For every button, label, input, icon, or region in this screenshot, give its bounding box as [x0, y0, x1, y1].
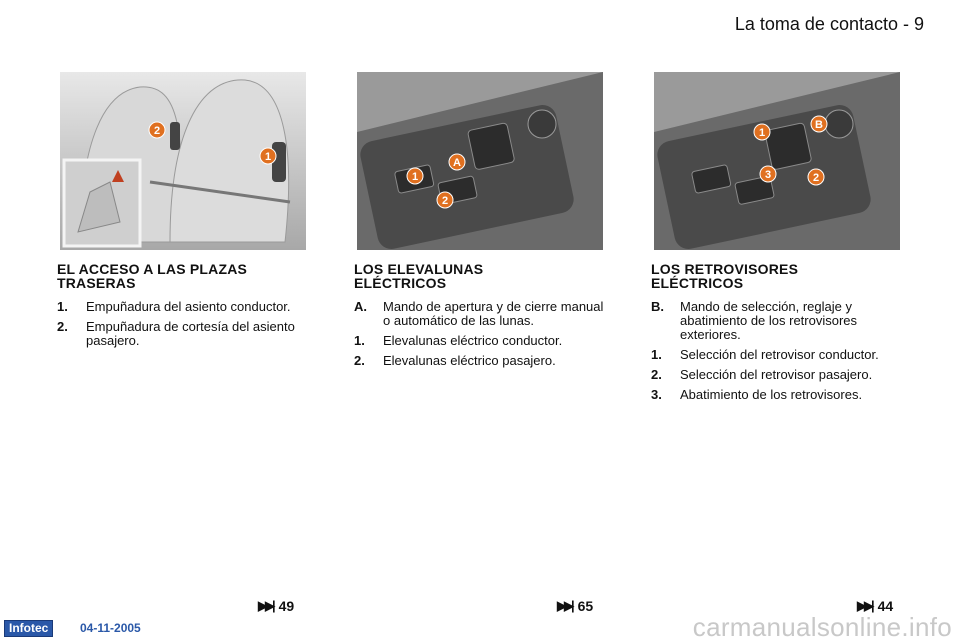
list-item: 1. Empuñadura del asiento conductor.	[57, 299, 291, 314]
list-item: 2. Selección del retrovisor pasajero.	[651, 367, 873, 382]
marker-label: 2	[153, 125, 161, 137]
fast-forward-icon: ▶▶|	[857, 598, 872, 613]
marker-label: 1	[411, 171, 419, 183]
page-ref-link[interactable]: ▶▶| 65	[557, 598, 594, 614]
fast-forward-icon: ▶▶|	[557, 598, 572, 613]
mirror-control-photo	[654, 72, 900, 250]
list-item: 3. Abatimiento de los retrovisores.	[651, 387, 863, 402]
section-power-mirrors	[651, 262, 901, 408]
marker-label: 3	[764, 169, 772, 181]
list-item: A. Mando de apertura y de cierre manual o automático de las lunas.	[354, 299, 604, 328]
marker-label: A	[453, 157, 461, 169]
watermark: carmanualsonline.info	[692, 612, 952, 642]
fast-forward-icon: ▶▶|	[258, 598, 273, 613]
list-item: B. Mando de selección, reglaje y abatimiento de los retrovisores exteriores.	[651, 299, 858, 342]
list-item: 2. Empuñadura de cortesía del asiento pasajero.	[57, 319, 295, 348]
section-title: LOS ELEVALUNAS ELÉCTRICOS	[354, 261, 484, 291]
section-power-windows	[354, 262, 604, 374]
infotec-logo: Infotec	[4, 620, 53, 637]
window-switch-photo	[357, 72, 603, 250]
marker-label: 2	[441, 195, 449, 207]
footer-date: 04-11-2005	[80, 621, 141, 635]
list-item: 2. Elevalunas eléctrico pasajero.	[354, 353, 556, 368]
marker-label: 1	[758, 127, 766, 139]
list-item: 1. Selección del retrovisor conductor.	[651, 347, 879, 362]
marker-label: B	[815, 119, 823, 131]
marker-label: 2	[812, 172, 820, 184]
page-title: La toma de contacto - 9	[734, 14, 924, 34]
page-ref-link[interactable]: ▶▶| 44	[857, 598, 894, 614]
list-item: 1. Elevalunas eléctrico conductor.	[354, 333, 563, 348]
section-title: LOS RETROVISORES ELÉCTRICOS	[651, 261, 799, 291]
section-title: EL ACCESO A LAS PLAZAS TRASERAS	[57, 261, 248, 291]
section-rear-access	[57, 262, 307, 354]
page-ref-link[interactable]: ▶▶| 49	[258, 598, 295, 614]
seat-photo	[60, 72, 306, 250]
marker-label: 1	[264, 151, 272, 163]
